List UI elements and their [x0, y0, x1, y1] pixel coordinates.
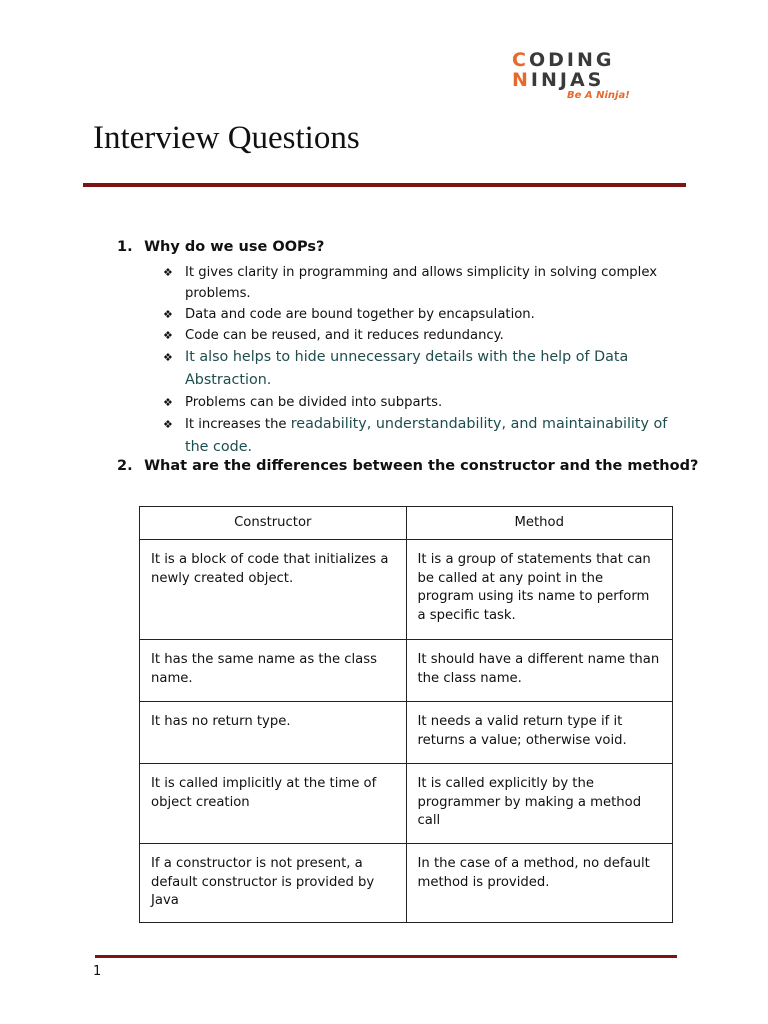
bullet-text-highlight: readability, understandability, and maintainability of the code. [185, 416, 668, 455]
diamond-bullet-icon: ❖ [163, 351, 173, 364]
table-cell: It is called implicitly at the time of object creation [140, 764, 407, 844]
table-row [140, 844, 673, 923]
question-2-number: 2. [117, 458, 133, 474]
header-constructor: Constructor [140, 507, 407, 540]
table-row [140, 640, 673, 702]
bullet-text: It increases the [185, 417, 291, 432]
logo-tagline: Be A Ninja! [567, 90, 630, 101]
comparison-table [139, 506, 673, 923]
table-row [140, 540, 673, 640]
logo-ninjas-rest: INJAS [530, 69, 605, 91]
bullet-text: Code can be reused, and it reduces redundancy. [185, 328, 504, 343]
question-1-text: Why do we use OOPs? [144, 239, 325, 255]
question-2 [117, 458, 698, 474]
table-cell: It has the same name as the class name. [140, 640, 407, 702]
logo-n-letter: N [512, 69, 531, 91]
table-cell: It is a group of statements that can be called at any point in the program using its name to perform a specific task. [406, 540, 673, 640]
diamond-bullet-icon: ❖ [163, 396, 173, 409]
bullet-text: Data and code are bound together by encapsulation. [185, 307, 535, 322]
table-cell: In the case of a method, no default method is provided. [406, 844, 673, 923]
diamond-bullet-icon: ❖ [163, 418, 173, 431]
diamond-bullet-icon: ❖ [163, 329, 173, 342]
bullet-text: It gives clarity in programming and allows simplicity in solving complex problems. [185, 265, 658, 301]
table-cell: It needs a valid return type if it returns a value; otherwise void. [406, 702, 673, 764]
header-divider [83, 183, 686, 187]
table-cell: It is called explicitly by the programmer by making a method call [406, 764, 673, 844]
table-cell: It should have a different name than the class name. [406, 640, 673, 702]
table-row [140, 702, 673, 764]
bullet-text-highlight: It also helps to hide unnecessary details with the help of Data Abstraction. [185, 349, 629, 388]
question-1-bullet-list [163, 262, 683, 459]
list-item [163, 392, 683, 413]
bullet-text: Problems can be divided into subparts. [185, 395, 443, 410]
question-1 [117, 239, 324, 255]
list-item [163, 262, 683, 304]
list-item [163, 346, 683, 392]
question-2-text: What are the differences between the constructor and the method? [144, 458, 699, 474]
list-item [163, 413, 683, 459]
logo-c-letter: C [512, 49, 529, 71]
coding-ninjas-logo [512, 50, 632, 102]
logo-line-coding [512, 50, 614, 70]
table-cell: It has no return type. [140, 702, 407, 764]
table-header-row [140, 507, 673, 540]
logo-line-ninjas [512, 70, 604, 90]
table-cell: If a constructor is not present, a default constructor is provided by Java [140, 844, 407, 923]
page-title: Interview Questions [93, 120, 360, 156]
header-method: Method [406, 507, 673, 540]
table-cell: It is a block of code that initializes a newly created object. [140, 540, 407, 640]
table-row [140, 764, 673, 844]
logo-coding-rest: ODING [528, 49, 615, 71]
page-number: 1 [93, 964, 102, 979]
list-item [163, 325, 683, 346]
question-1-number: 1. [117, 239, 133, 255]
diamond-bullet-icon: ❖ [163, 308, 173, 321]
list-item [163, 304, 683, 325]
footer-divider [95, 955, 677, 958]
diamond-bullet-icon: ❖ [163, 266, 173, 279]
